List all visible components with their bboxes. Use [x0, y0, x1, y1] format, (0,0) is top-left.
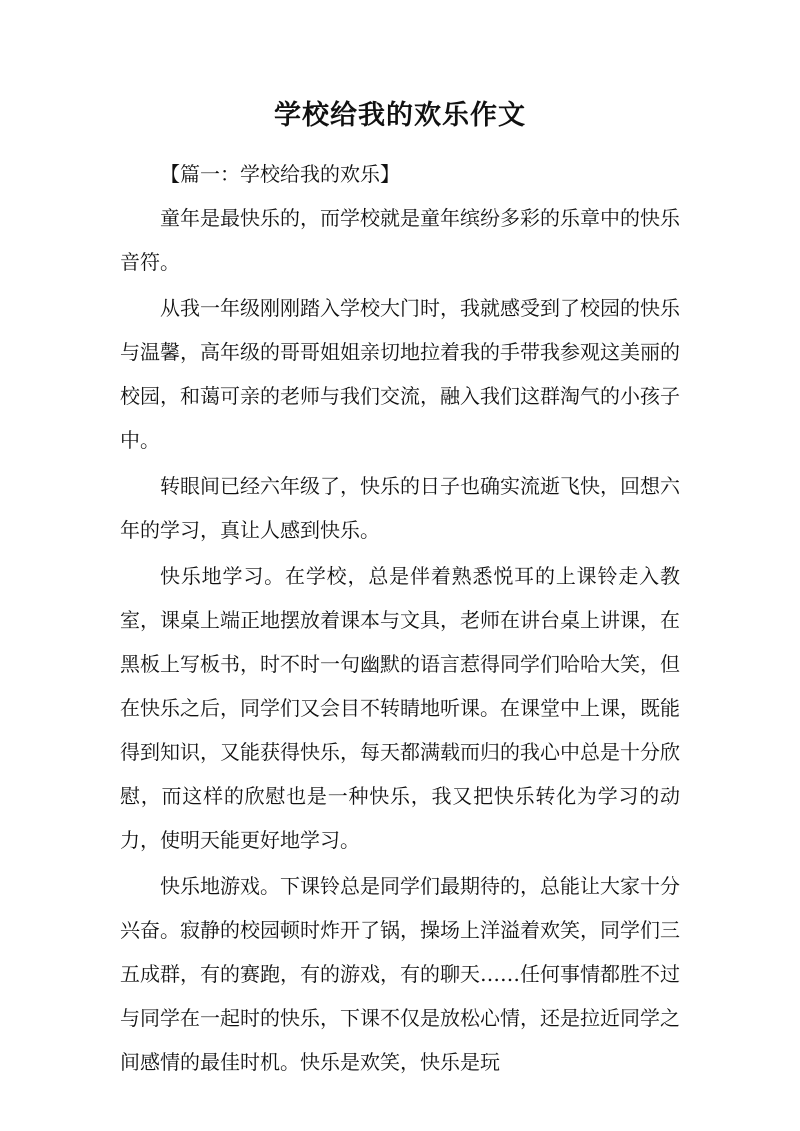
- paragraph: 从我一年级刚刚踏入学校大门时，我就感受到了校园的快乐与温馨，高年级的哥哥姐姐亲切地拉着我的手带我参观这美丽的校园，和蔼可亲的老师与我们交流，融入我们这群淘气的小孩子中。: [120, 296, 680, 452]
- paragraph: 快乐地学习。在学校，总是伴着熟悉悦耳的上课铃走入教室，课桌上端正地摆放着课本与文具，老师在讲台桌上讲课，在黑板上写板书，时不时一句幽默的语言惹得同学们哈哈大笑，但在快乐之后，同学们又会目不转睛地听课。在课堂中上课，既能得到知识，又能获得快乐，每天都满载而归的我心中总是十分欣慰，而这样的欣慰也是一种快乐，我又把快乐转化为学习的动力，使明天能更好地学习。: [120, 564, 680, 852]
- paragraph: 快乐地游戏。下课铃总是同学们最期待的，总能让大家十分兴奋。寂静的校园顿时炸开了锅，操场上洋溢着欢笑，同学们三五成群，有的赛跑，有的游戏，有的聊天……任何事情都胜不过与同学在一起时的快乐，下课不仅是放松心情，还是拉近同学之间感情的最佳时机。快乐是欢笑，快乐是玩: [120, 874, 680, 1074]
- paragraph: 转眼间已经六年级了，快乐的日子也确实流逝飞快，回想六年的学习，真让人感到快乐。: [120, 474, 680, 542]
- paragraph: 童年是最快乐的，而学校就是童年缤纷多彩的乐章中的快乐音符。: [120, 206, 680, 274]
- section-heading: 【篇一：学校给我的欢乐】: [160, 162, 400, 186]
- document-body: [120, 152, 680, 1086]
- document-title: 学校给我的欢乐作文: [274, 100, 526, 131]
